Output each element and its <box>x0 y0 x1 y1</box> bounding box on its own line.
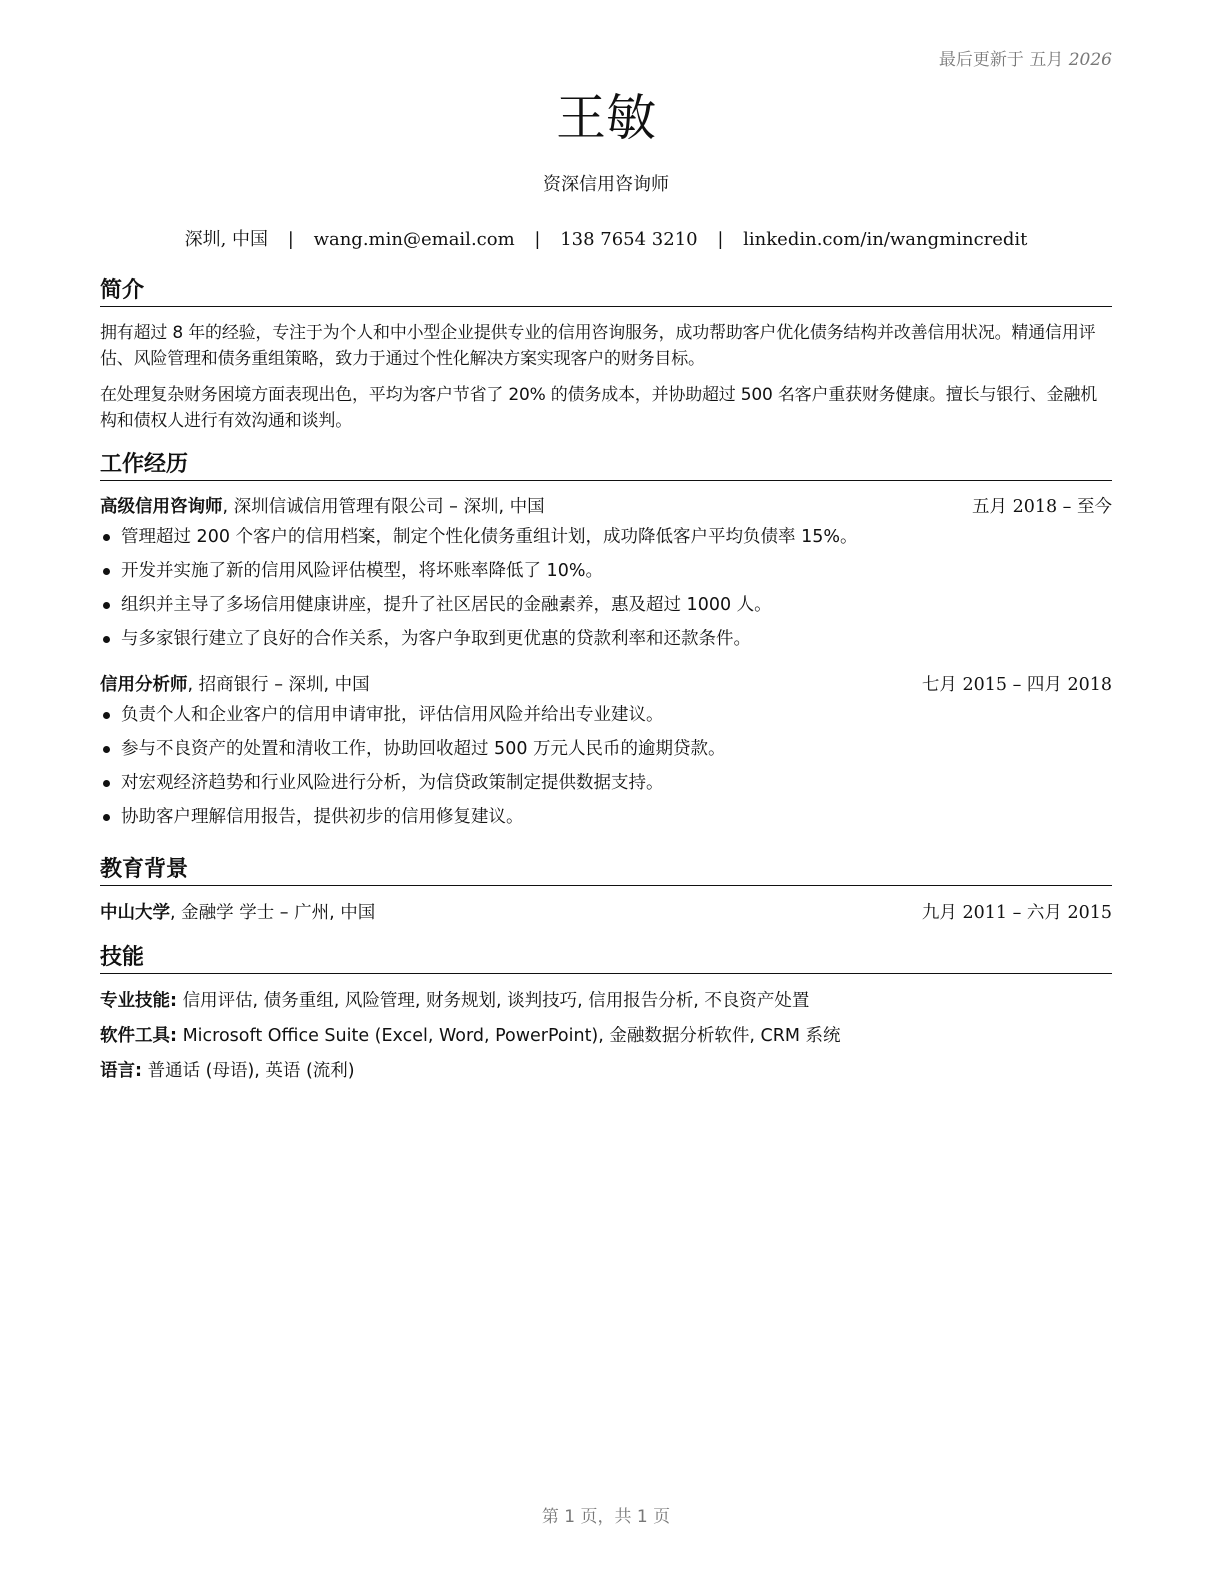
job-bullet: 参与不良资产的处置和清收工作，协助回收超过 500 万元人民币的逾期贷款。 <box>100 732 1112 766</box>
skill-line <box>100 1054 1112 1089</box>
experience-heading: 工作经历 <box>100 451 1112 481</box>
job-bullet: 与多家银行建立了良好的合作关系，为客户争取到更优惠的贷款利率和还款条件。 <box>100 622 1112 656</box>
job-title: 资深信用咨询师 <box>543 174 669 195</box>
skill-label: 软件工具: <box>100 1026 177 1046</box>
skills-heading: 技能 <box>100 944 1112 974</box>
person-name: 王敏 <box>556 89 656 147</box>
skill-label: 专业技能: <box>100 991 177 1011</box>
job-bullet: 负责个人和企业客户的信用申请审批，评估信用风险并给出专业建议。 <box>100 698 1112 732</box>
resume-page <box>100 0 1112 1584</box>
job-role: 高级信用咨询师 <box>100 497 223 517</box>
skill-line <box>100 984 1112 1019</box>
contact-separator: | <box>534 229 541 250</box>
contact-line <box>100 225 1112 251</box>
job-role: 信用分析师 <box>100 675 188 695</box>
job-entry <box>100 494 1112 656</box>
summary-paragraph: 拥有超过 8 年的经验，专注于为个人和中小型企业提供专业的信用咨询服务，成功帮助客户优化债务结构并改善信用状况。精通信用评估、风险管理和债务重组策略，致力于通过个性化解决方案实现客户的财务目标。 <box>100 323 1096 369</box>
last-updated-label: 最后更新于 五月 <box>938 50 1064 70</box>
contact-linkedin-link[interactable]: linkedin.com/in/wangmincredit <box>743 229 1028 250</box>
experience-section <box>100 451 1112 834</box>
page-number: 第 1 页，共 1 页 <box>541 1507 671 1527</box>
last-updated <box>939 45 1112 70</box>
education-school: 中山大学 <box>100 903 170 923</box>
education-dates: 九月 2011 – 六月 2015 <box>921 903 1112 923</box>
job-entry <box>100 672 1112 834</box>
education-entry <box>100 900 1112 926</box>
education-detail: , 金融学 学士 – 广州, 中国 <box>170 903 376 923</box>
last-updated-year: 2026 <box>1068 50 1112 70</box>
job-org: , 深圳信诚信用管理有限公司 – 深圳, 中国 <box>222 497 545 517</box>
skill-value: 信用评估, 债务重组, 风险管理, 财务规划, 谈判技巧, 信用报告分析, 不良资产处置 <box>177 991 810 1011</box>
skill-label: 语言: <box>100 1061 142 1081</box>
job-bullet: 组织并主导了多场信用健康讲座，提升了社区居民的金融素养，惠及超过 1000 人。 <box>100 588 1112 622</box>
summary-paragraph: 在处理复杂财务困境方面表现出色，平均为客户节省了 20% 的债务成本，并协助超过 500 名客户重获财务健康。擅长与银行、金融机构和债权人进行有效沟通和谈判。 <box>100 385 1098 431</box>
job-bullets <box>100 520 1112 656</box>
contact-phone: 138 7654 3210 <box>560 229 698 250</box>
skill-value: 普通话 (母语), 英语 (流利) <box>142 1061 355 1081</box>
contact-location: 深圳, 中国 <box>184 229 269 250</box>
contact-email-link[interactable]: wang.min@email.com <box>313 229 515 250</box>
education-section <box>100 856 1112 926</box>
job-dates: 五月 2018 – 至今 <box>972 497 1112 517</box>
job-bullets <box>100 698 1112 834</box>
skill-line <box>100 1019 1112 1054</box>
contact-separator: | <box>717 229 724 250</box>
job-org: , 招商银行 – 深圳, 中国 <box>187 675 370 695</box>
skills-list <box>100 984 1112 1089</box>
education-heading: 教育背景 <box>100 856 1112 886</box>
skill-value: Microsoft Office Suite (Excel, Word, PowerPoint), 金融数据分析软件, CRM 系统 <box>177 1026 841 1046</box>
job-dates: 七月 2015 – 四月 2018 <box>921 675 1112 695</box>
job-bullet: 开发并实施了新的信用风险评估模型，将坏账率降低了 10%。 <box>100 554 1112 588</box>
job-header <box>100 672 1112 698</box>
job-bullet: 管理超过 200 个客户的信用档案，制定个性化债务重组计划，成功降低客户平均负债率 15%。 <box>100 520 1112 554</box>
summary-section <box>100 277 1112 434</box>
job-bullet: 对宏观经济趋势和行业风险进行分析，为信贷政策制定提供数据支持。 <box>100 766 1112 800</box>
skills-section <box>100 944 1112 1089</box>
job-header <box>100 494 1112 520</box>
contact-separator: | <box>287 229 294 250</box>
summary-heading: 简介 <box>100 277 1112 307</box>
job-bullet: 协助客户理解信用报告，提供初步的信用修复建议。 <box>100 800 1112 834</box>
